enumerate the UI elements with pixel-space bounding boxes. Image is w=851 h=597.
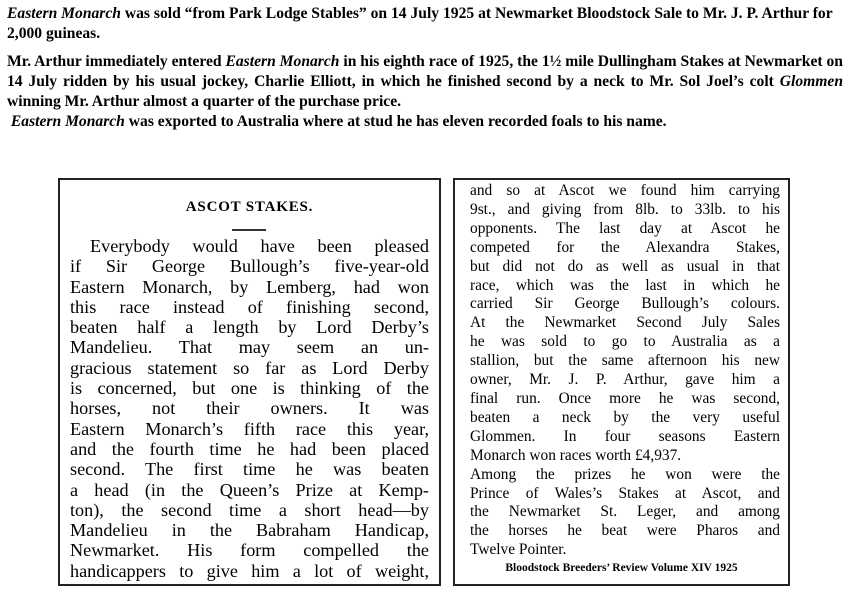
horse-name: Eastern Monarch [10,113,125,130]
source-caption: Bloodstock Breeders’ Review Volume XIV 1925 [505,562,738,574]
text-line: and the fourth time he had been placed [70,438,429,459]
text-line: Twelve Pointer. [470,541,567,559]
text-line: Everybody would have been pleased [90,236,429,256]
text-line: carried Sir George Bullough’s colours. [470,295,780,313]
text-line: Eastern Monarch’s fifth race this year, [70,418,429,439]
text-line: is concerned, but one is thinking of the [70,378,429,399]
text-line: Among the prizes he won were the [470,465,780,483]
text-line: Eastern Monarch, by Lemberg, had won [70,276,429,297]
text-line: second. The first time he was beaten [70,459,429,480]
continuation-clipping [453,178,790,586]
text-line: race, which was the last in which he [470,276,780,294]
text-line: and so at Ascot we found him carrying [470,182,780,199]
export-text: was exported to Australia where at stud he has eleven recorded foals to his name. [124,113,667,130]
clipping-heading: ASCOT STAKES. [185,199,314,215]
dullingham-text-1: Mr. Arthur immediately entered [7,53,226,70]
text-line: Mandelieu. That may seem an un- [70,337,429,358]
text-line: the Newmarket St. Leger, and among [470,503,780,521]
text-line: gracious statement so far as Lord Derby [70,357,429,378]
text-line: Mandelieu in the Babraham Handicap, [70,520,429,541]
text-line: final run. Once more he was second, [470,389,780,407]
text-line: Newmarket. His form compelled the [70,540,429,561]
text-line: Monarch won races worth £4,937. [470,446,682,464]
text-line: Glommen. In four seasons Eastern [470,427,780,445]
text-line: beaten a neck by the very useful [470,408,780,426]
horse-name: Eastern Monarch [7,5,121,22]
text-line: if Sir George Bullough’s five-year-old [70,256,429,277]
text-line: this race instead of finishing second, [70,296,429,317]
dullingham-paragraph [7,52,843,112]
text-line: a head (in the Queen’s Prize at Kemp- [70,479,429,500]
dullingham-text-2: in his eighth race of 1925, the 1½ mile Dullingham Stakes at Newmarket on 14 July ridden by his usual jockey, Charlie Elliott, in which he finished second by a neck to Mr. Sol Joel’s colt [7,53,843,90]
text-line: stallion, but the same afternoon his new [470,352,780,370]
export-paragraph [7,112,843,132]
text-line: owner, Mr. J. P. Arthur, gave him a [470,371,780,389]
horse-name: Eastern Monarch [225,53,340,70]
text-line: At the Newmarket Second July Sales [470,314,780,332]
winner-name: Glommen [779,73,843,90]
text-line: 9st., and giving from 8lb. to 33lb. to his [470,200,780,218]
ascot-stakes-clipping [58,178,441,586]
text-line: but did not do as well as usual in that [470,257,780,275]
text-line: he was sold to go to Australia as a [470,333,780,351]
intro-text [7,4,843,132]
clipping-body [70,236,429,581]
text-line: beaten half a length by Lord Derby’s [70,317,429,338]
heading-rule [232,229,266,231]
text-line: horses, not their owners. It was [70,398,429,419]
sale-paragraph [7,4,843,44]
clipping-body [470,182,780,560]
text-line: ton), the second time a short head—by [70,499,429,520]
text-line: Prince of Wales’s Stakes at Ascot, and [470,484,780,502]
dullingham-text-3: winning Mr. Arthur almost a quarter of the purchase price. [7,93,402,110]
text-line: competed for the Alexandra Stakes, [470,238,780,256]
sale-text: was sold “from Park Lodge Stables” on 14 July 1925 at Newmarket Bloodstock Sale to Mr. J. P. Arthur for 2,000 guineas. [7,5,833,42]
text-line: opponents. The last day at Ascot he [470,219,780,237]
text-line: the horses he beat were Pharos and [470,522,780,540]
text-line: handicappers to give him a lot of weight, [70,560,429,581]
